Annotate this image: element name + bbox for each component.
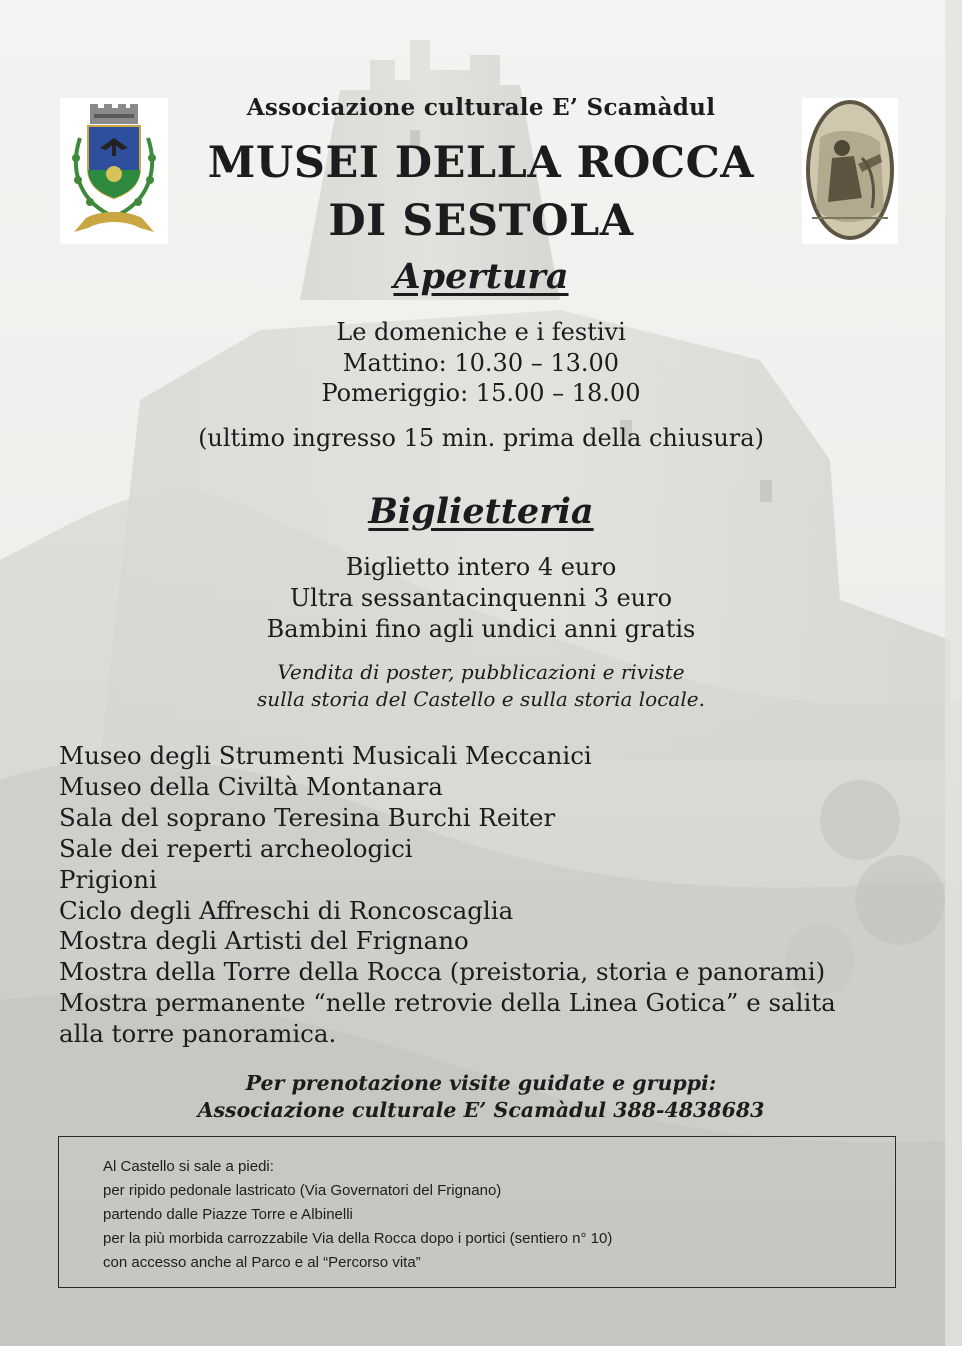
opening-line: Mattino: 10.30 – 13.00	[342, 349, 620, 377]
list-item: Sale dei reperti archeologici	[59, 833, 413, 863]
list-item: Sala del soprano Teresina Burchi Reiter	[59, 802, 556, 832]
opening-line: Le domeniche e i festivi	[336, 318, 626, 346]
opening-heading: Apertura	[393, 256, 569, 297]
access-line: partendo dalle Piazze Torre e Albinelli	[103, 1206, 353, 1223]
sale-note-line: sulla storia del Castello e sulla storia locale.	[257, 687, 705, 711]
list-item: Museo degli Strumenti Musicali Meccanici	[59, 741, 592, 770]
access-line: Al Castello si sale a piedi:	[103, 1158, 274, 1175]
booking-info	[0, 1070, 962, 1124]
access-info-box	[58, 1136, 896, 1288]
sale-note-line: Vendita di poster, pubblicazioni e riviste	[277, 660, 685, 684]
access-line: per ripido pedonale lastricato (Via Governatori del Frignano)	[103, 1182, 502, 1199]
list-item: Museo della Civiltà Montanara	[59, 771, 443, 801]
list-item: Mostra permanente “nelle retrovie della Linea Gotica” e salita	[59, 988, 836, 1018]
ticket-line: Ultra sessantacinquenni 3 euro	[289, 584, 673, 612]
ticket-line: Biglietto intero 4 euro	[345, 553, 617, 581]
access-line: per la più morbida carrozzabile Via della Rocca dopo i portici (sentiero n° 10)	[103, 1230, 613, 1247]
booking-line-2: Associazione culturale E’ Scamàdul 388-4838683	[197, 1098, 765, 1122]
opening-line: Pomeriggio: 15.00 – 18.00	[321, 379, 641, 407]
ticket-line: Bambini fino agli undici anni gratis	[266, 615, 696, 643]
tickets-heading: Biglietteria	[368, 491, 594, 532]
list-item: Prigioni	[59, 864, 157, 894]
access-line: con accesso anche al Parco e al “Percorso vita”	[103, 1254, 421, 1271]
list-item: Mostra della Torre della Rocca (preistoria, storia e panorami)	[59, 957, 826, 987]
title-line-1: MUSEI DELLA ROCCA	[207, 138, 755, 188]
list-item: Ciclo degli Affreschi di Roncoscaglia	[59, 895, 514, 925]
association-name: Associazione culturale E’ Scamàdul	[246, 94, 716, 121]
title-line-2: DI SESTOLA	[328, 196, 634, 246]
booking-line-1: Per prenotazione visite guidate e gruppi:	[245, 1071, 717, 1095]
museums-list	[59, 741, 919, 1050]
list-item: Mostra degli Artisti del Frignano	[59, 926, 469, 956]
list-item: alla torre panoramica.	[59, 1019, 337, 1049]
last-entry-note: (ultimo ingresso 15 min. prima della chiusura)	[198, 424, 764, 452]
